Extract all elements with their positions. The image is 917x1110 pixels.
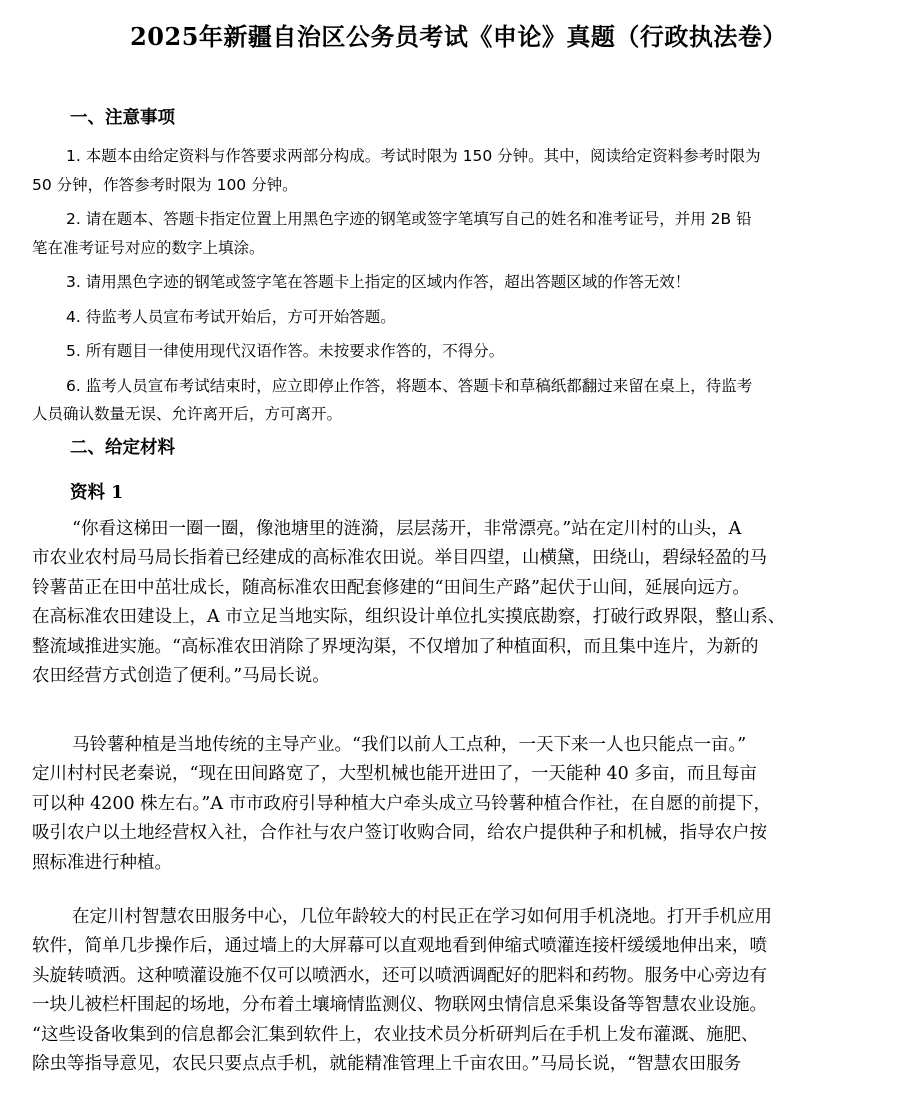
section-heading-materials: 二、给定材料	[70, 438, 175, 458]
notice-item-4	[0, 303, 870, 332]
material-paragraph-2	[32, 731, 872, 878]
paragraph-line: 吸引农户以土地经营权入社，合作社与农户签订收购合同，给农户提供种子和机械，指导农户按	[32, 823, 767, 844]
notice-item-6	[0, 372, 870, 429]
paragraph-line: 头旋转喷洒。这种喷灌设施不仅可以喷洒水，还可以喷洒调配好的肥料和药物。服务中心旁边有	[32, 965, 767, 986]
notice-item-line: 6. 监考人员宣布考试结束时，应立即停止作答，将题本、答题卡和草稿纸都翻过来留在桌上，待监考	[66, 376, 753, 395]
document-title: 2025年新疆自治区公务员考试《申论》真题（行政执法卷）	[130, 22, 787, 51]
paragraph-line: 整流域推进实施。“高标准农田消除了界埂沟渠，不仅增加了种植面积，而且集中连片，为新的	[32, 636, 759, 657]
notice-item-line: 人员确认数量无误、允许离开后，方可离开。	[32, 405, 343, 423]
notice-list	[0, 142, 870, 429]
paragraph-line: 一块儿被栏杆围起的场地，分布着土壤墒情监测仪、物联网虫情信息采集设备等智慧农业设施。	[32, 995, 767, 1016]
material-subheading: 资料 1	[70, 483, 124, 503]
notice-item-line: 2. 请在题本、答题卡指定位置上用黑色字迹的钢笔或签字笔填写自己的姓名和准考证号，并用 2B 铅	[66, 210, 752, 228]
notice-item-3	[0, 268, 870, 297]
paragraph-line: “这些设备收集到的信息都会汇集到软件上，农业技术员分析研判后在手机上发布灌溉、施肥、	[32, 1024, 759, 1045]
paragraph-line: 市农业农村局马局长指着已经建成的高标准农田说。举目四望，山横黛，田绕山，碧绿轻盈的马	[32, 548, 767, 569]
paragraph-line: 除虫等指导意见，农民只要点点手机，就能精准管理上千亩农田。”马局长说，“智慧农田服务	[32, 1054, 742, 1075]
notice-item-line: 1. 本题本由给定资料与作答要求两部分构成。考试时限为 150 分钟。其中，阅读给定资料参考时限为	[66, 147, 761, 165]
paragraph-line: 铃薯苗正在田中茁壮成长，随高标准农田配套修建的“田间生产路”起伏于山间，延展向远方。	[32, 577, 750, 598]
notice-item-line: 3. 请用黑色字迹的钢笔或签字笔在答题卡上指定的区域内作答，超出答题区域的作答无效！	[66, 273, 691, 291]
material-paragraph-1	[32, 515, 872, 691]
paragraph-line: 在高标准农田建设上，A 市立足当地实际，组织设计单位扎实摸底勘察，打破行政界限，整山系、	[32, 607, 786, 628]
notice-item-line: 50 分钟，作答参考时限为 100 分钟。	[32, 175, 298, 194]
notice-item-line: 笔在准考证号对应的数字上填涂。	[32, 238, 265, 257]
notice-item-line: 4. 待监考人员宣布考试开始后，方可开始答题。	[66, 307, 396, 326]
paragraph-line: 定川村村民老秦说，“现在田间路宽了，大型机械也能开进田了，一天能种 40 多亩，而且每亩	[32, 764, 757, 785]
notice-item-2	[0, 205, 870, 262]
paragraph-line: 照标准进行种植。	[32, 852, 172, 873]
notice-item-1	[0, 142, 870, 199]
paragraph-line: 马铃薯种植是当地传统的主导产业。“我们以前人工点种，一天下来一人也只能点一亩。”	[72, 735, 747, 755]
notice-item-5	[0, 337, 870, 366]
paragraph-line: 可以种 4200 株左右。”A 市市政府引导种植大户牵头成立马铃薯种植合作社，在自愿的前提下，	[32, 793, 772, 814]
paragraph-line: 农田经营方式创造了便利。”马局长说。	[32, 666, 330, 687]
material-paragraph-3	[32, 903, 872, 1079]
paragraph-line: 在定川村智慧农田服务中心，几位年龄较大的村民正在学习如何用手机浇地。打开手机应用	[72, 907, 772, 927]
paragraph-line: 软件，简单几步操作后，通过墙上的大屏幕可以直观地看到伸缩式喷灌连接杆缓缓地伸出来，喷	[32, 936, 767, 957]
notice-item-line: 5. 所有题目一律使用现代汉语作答。未按要求作答的，不得分。	[66, 342, 505, 360]
section-heading-notice: 一、注意事项	[70, 108, 175, 128]
paragraph-line: “你看这梯田一圈一圈，像池塘里的涟漪，层层荡开，非常漂亮。”站在定川村的山头，A	[72, 519, 742, 539]
